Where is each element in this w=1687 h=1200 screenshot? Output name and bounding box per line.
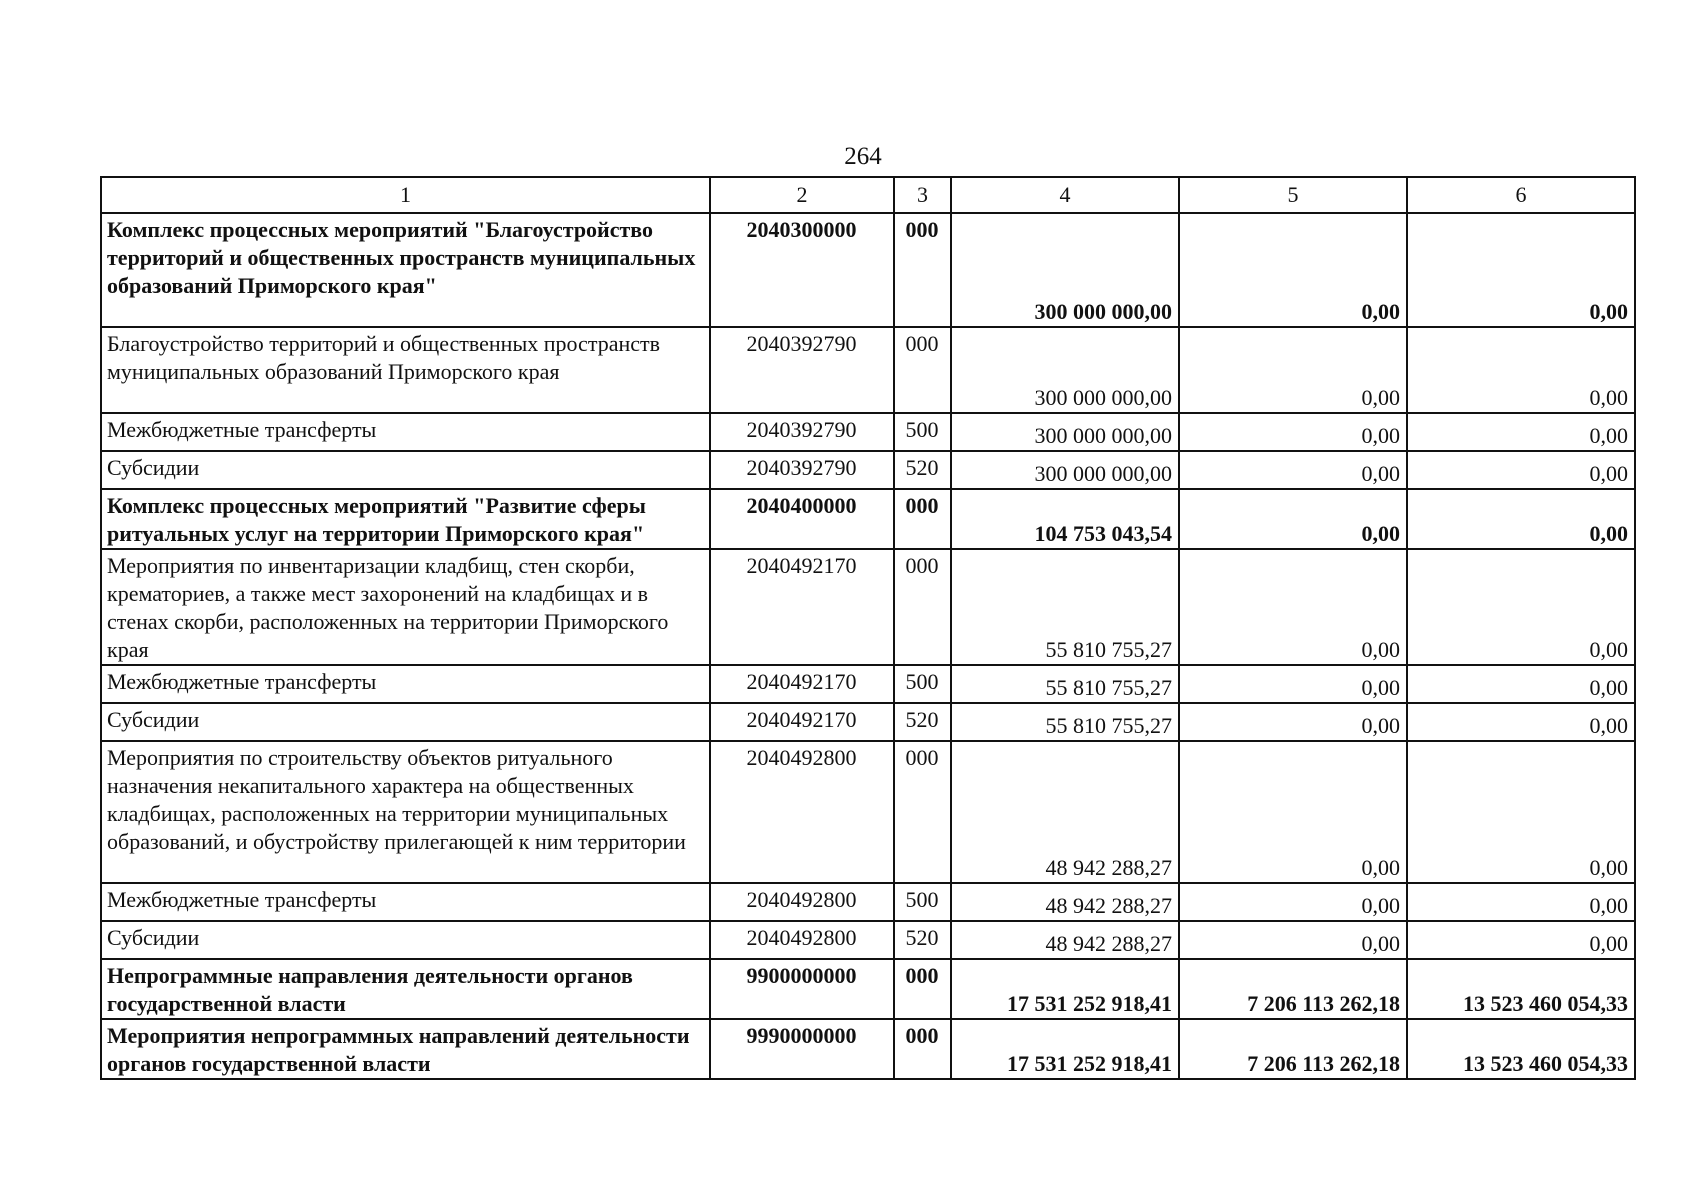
row-value-col5: 0,00 — [1179, 327, 1407, 413]
row-value-col5: 0,00 — [1179, 213, 1407, 327]
row-value-col4: 55 810 755,27 — [951, 549, 1179, 665]
row-name: Межбюджетные трансферты — [101, 883, 710, 921]
table-row — [101, 921, 1635, 959]
table-row — [101, 959, 1635, 1019]
table-row — [101, 451, 1635, 489]
table-row — [101, 213, 1635, 327]
row-value-col6: 0,00 — [1407, 327, 1635, 413]
table-row — [101, 1019, 1635, 1079]
row-value-col4: 48 942 288,27 — [951, 883, 1179, 921]
row-code: 2040492800 — [710, 883, 894, 921]
row-kind: 500 — [894, 883, 951, 921]
row-name: Благоустройство территорий и общественных пространств муниципальных образований Приморского края — [101, 327, 710, 413]
row-code: 2040492170 — [710, 665, 894, 703]
row-value-col4: 104 753 043,54 — [951, 489, 1179, 549]
table-row — [101, 665, 1635, 703]
column-header: 2 — [710, 177, 894, 213]
row-value-col6: 13 523 460 054,33 — [1407, 959, 1635, 1019]
row-value-col6: 0,00 — [1407, 451, 1635, 489]
table-header-row — [101, 177, 1635, 213]
row-value-col6: 0,00 — [1407, 741, 1635, 883]
row-value-col4: 300 000 000,00 — [951, 413, 1179, 451]
row-value-col6: 0,00 — [1407, 213, 1635, 327]
row-value-col5: 0,00 — [1179, 921, 1407, 959]
row-value-col5: 0,00 — [1179, 489, 1407, 549]
row-value-col4: 17 531 252 918,41 — [951, 959, 1179, 1019]
row-value-col5: 0,00 — [1179, 413, 1407, 451]
row-name: Субсидии — [101, 451, 710, 489]
table-row — [101, 489, 1635, 549]
row-value-col6: 13 523 460 054,33 — [1407, 1019, 1635, 1079]
row-value-col4: 17 531 252 918,41 — [951, 1019, 1179, 1079]
row-code: 9990000000 — [710, 1019, 894, 1079]
row-value-col6: 0,00 — [1407, 489, 1635, 549]
row-value-col5: 7 206 113 262,18 — [1179, 1019, 1407, 1079]
row-code: 2040300000 — [710, 213, 894, 327]
table-row — [101, 741, 1635, 883]
table-row — [101, 327, 1635, 413]
row-code: 9900000000 — [710, 959, 894, 1019]
row-value-col6: 0,00 — [1407, 703, 1635, 741]
row-kind: 500 — [894, 413, 951, 451]
row-code: 2040392790 — [710, 327, 894, 413]
row-name: Комплекс процессных мероприятий "Благоустройство территорий и общественных пространств муниципальных образований Приморского края" — [101, 213, 710, 327]
row-value-col6: 0,00 — [1407, 921, 1635, 959]
row-name: Комплекс процессных мероприятий "Развитие сферы ритуальных услуг на территории Приморского края" — [101, 489, 710, 549]
row-kind: 520 — [894, 451, 951, 489]
row-kind: 000 — [894, 489, 951, 549]
column-header: 4 — [951, 177, 1179, 213]
row-kind: 000 — [894, 959, 951, 1019]
table-row — [101, 703, 1635, 741]
row-value-col6: 0,00 — [1407, 665, 1635, 703]
budget-table — [100, 176, 1636, 1080]
row-value-col5: 0,00 — [1179, 451, 1407, 489]
row-code: 2040492170 — [710, 703, 894, 741]
row-name: Мероприятия по строительству объектов ритуального назначения некапитального характера на общественных кладбищах, расположенных на территории муниципальных образований, и обустройству прилегающей к ним территории — [101, 741, 710, 883]
column-header: 5 — [1179, 177, 1407, 213]
row-name: Непрограммные направления деятельности органов государственной власти — [101, 959, 710, 1019]
row-kind: 520 — [894, 921, 951, 959]
row-value-col6: 0,00 — [1407, 549, 1635, 665]
row-value-col4: 48 942 288,27 — [951, 921, 1179, 959]
row-kind: 000 — [894, 549, 951, 665]
row-code: 2040392790 — [710, 451, 894, 489]
row-kind: 000 — [894, 1019, 951, 1079]
row-value-col6: 0,00 — [1407, 883, 1635, 921]
row-value-col4: 55 810 755,27 — [951, 665, 1179, 703]
row-value-col5: 0,00 — [1179, 665, 1407, 703]
row-value-col5: 0,00 — [1179, 741, 1407, 883]
row-value-col4: 300 000 000,00 — [951, 451, 1179, 489]
column-header: 6 — [1407, 177, 1635, 213]
row-name: Межбюджетные трансферты — [101, 665, 710, 703]
row-code: 2040492800 — [710, 921, 894, 959]
row-name: Субсидии — [101, 703, 710, 741]
column-header: 3 — [894, 177, 951, 213]
row-code: 2040492170 — [710, 549, 894, 665]
row-kind: 000 — [894, 213, 951, 327]
row-value-col5: 7 206 113 262,18 — [1179, 959, 1407, 1019]
table-row — [101, 413, 1635, 451]
row-value-col5: 0,00 — [1179, 883, 1407, 921]
row-value-col4: 55 810 755,27 — [951, 703, 1179, 741]
row-value-col5: 0,00 — [1179, 549, 1407, 665]
row-value-col4: 48 942 288,27 — [951, 741, 1179, 883]
row-code: 2040392790 — [710, 413, 894, 451]
row-kind: 000 — [894, 741, 951, 883]
row-kind: 500 — [894, 665, 951, 703]
row-name: Субсидии — [101, 921, 710, 959]
row-kind: 000 — [894, 327, 951, 413]
row-name: Мероприятия непрограммных направлений деятельности органов государственной власти — [101, 1019, 710, 1079]
row-name: Межбюджетные трансферты — [101, 413, 710, 451]
row-code: 2040492800 — [710, 741, 894, 883]
row-value-col4: 300 000 000,00 — [951, 327, 1179, 413]
row-name: Мероприятия по инвентаризации кладбищ, стен скорби, крематориев, а также мест захоронений на кладбищах и в стенах скорби, расположенных на территории Приморского края — [101, 549, 710, 665]
row-code: 2040400000 — [710, 489, 894, 549]
row-value-col6: 0,00 — [1407, 413, 1635, 451]
table-row — [101, 549, 1635, 665]
column-header: 1 — [101, 177, 710, 213]
row-value-col5: 0,00 — [1179, 703, 1407, 741]
row-value-col4: 300 000 000,00 — [951, 213, 1179, 327]
table-row — [101, 883, 1635, 921]
page-number: 264 — [844, 143, 882, 170]
row-kind: 520 — [894, 703, 951, 741]
